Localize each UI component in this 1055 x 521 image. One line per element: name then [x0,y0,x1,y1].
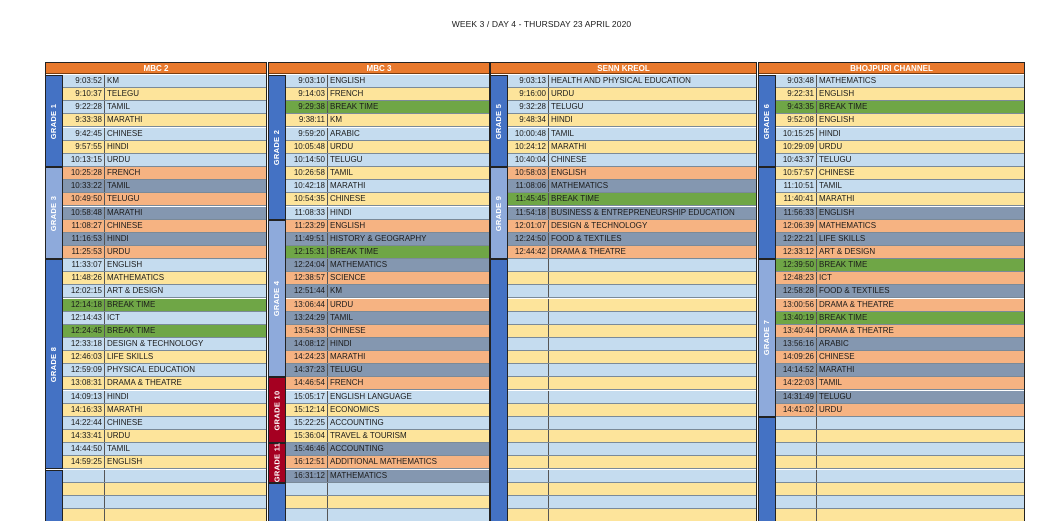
page-title: WEEK 3 / DAY 4 - THURSDAY 23 APRIL 2020 [451,19,632,29]
time-cell: 10:58:48 [63,207,105,219]
subject-cell: URDU [551,89,575,99]
subject-cell: SCIENCE [330,273,366,283]
subject-cell: TAMIL [819,378,842,388]
subject-cell: TELUGU [551,102,584,112]
time-cell: 10:26:58 [286,167,328,179]
time-cell: 9:42:45 [63,128,105,140]
grade-label-text: GRADE 8 [49,346,59,383]
subject-cell: FRENCH [330,378,364,388]
time-cell: 9:29:38 [286,101,328,113]
time-cell: 12:38:57 [286,272,328,284]
time-cell: 14:22:03 [776,377,817,389]
time-cell: 12:22:21 [776,233,817,245]
time-cell: 10:00:48 [508,128,549,140]
time-cell: 11:48:26 [63,272,105,284]
time-cell: 12:48:23 [776,272,817,284]
subject-cell: HINDI [330,207,352,217]
subject-cell: TELUGU [330,365,363,375]
time-cell: 9:57:55 [63,141,105,153]
subject-cell: HISTORY & GEOGRAPHY [330,233,427,243]
subject-cell: MARATHI [330,181,366,191]
time-cell: 14:41:02 [776,404,817,416]
time-cell: 10:05:48 [286,141,328,153]
subject-cell: MARATHI [819,365,855,375]
subject-cell: MATHEMATICS [819,76,877,85]
subject-cell: ARABIC [819,339,849,348]
time-cell: 11:25:53 [63,246,105,258]
subject-cell: HINDI [330,339,352,348]
grade-label-text: GRADE 3 [49,195,59,231]
subject-cell: ENGLISH LANGUAGE [330,391,412,401]
subject-cell: DRAMA & THEATRE [551,246,626,256]
time-cell: 10:14:50 [286,154,328,166]
time-cell: 11:56:33 [776,207,817,219]
subject-cell: ENGLISH [819,207,855,217]
subject-cell: BREAK TIME [819,312,868,322]
time-cell: 13:54:33 [286,325,328,337]
time-cell: 10:40:04 [508,154,549,166]
subject-cell: ENGLISH [330,220,366,230]
time-cell: 10:13:15 [63,154,105,166]
time-cell: 11:23:29 [286,220,328,232]
time-cell: 10:57:57 [776,167,817,179]
subject-cell: MARATHI [107,404,143,414]
time-cell: 15:12:14 [286,404,328,416]
grade-label-text: GRADE 4 [272,280,282,317]
time-cell: 9:22:31 [776,88,817,100]
subject-cell: TAMIL [107,181,130,191]
time-cell: 12:33:18 [63,338,105,350]
subject-cell: CHINESE [819,168,855,178]
subject-cell: URDU [107,154,131,164]
channel-column-border [45,62,267,521]
time-cell: 10:43:37 [776,154,817,166]
subject-cell: KM [330,286,342,296]
subject-cell: BREAK TIME [819,102,868,112]
subject-cell: URDU [107,246,131,256]
subject-cell: MATHEMATICS [819,220,877,230]
time-cell: 12:46:03 [63,351,105,363]
time-cell: 13:56:16 [776,338,817,350]
time-cell: 14:09:26 [776,351,817,363]
subject-cell: ENGLISH [819,89,855,99]
time-cell: 12:15:31 [286,246,328,258]
time-cell: 12:14:18 [63,299,105,311]
subject-cell: LIFE SKILLS [819,233,866,243]
time-cell: 10:58:03 [508,167,549,179]
grade-label-text: GRADE 6 [762,103,772,139]
subject-cell: MARATHI [107,115,143,125]
time-cell: 14:33:41 [63,430,105,442]
time-cell: 12:24:50 [508,233,549,245]
subject-cell: FRENCH [330,89,364,99]
subject-cell: MARATHI [107,207,143,217]
subject-cell: BREAK TIME [551,194,600,204]
subject-cell: ICT [819,273,832,283]
time-cell: 9:32:28 [508,101,549,113]
time-cell: 14:31:49 [776,391,817,403]
time-cell: 12:24:04 [286,259,328,271]
subject-cell: ART & DESIGN [819,246,876,256]
subject-cell: CHINESE [107,128,143,138]
time-cell: 13:40:44 [776,325,817,337]
subject-cell: ICT [107,312,120,322]
time-cell: 12:44:42 [508,246,549,258]
subject-cell: HINDI [107,391,129,401]
time-cell: 9:52:08 [776,114,817,126]
subject-cell: CHINESE [330,325,366,335]
subject-cell: ECONOMICS [330,404,380,414]
time-cell: 16:12:51 [286,456,328,468]
time-cell: 12:24:45 [63,325,105,337]
time-cell: 14:24:23 [286,351,328,363]
time-cell: 14:14:52 [776,364,817,376]
channel-column-border [758,62,1025,521]
subject-cell: MATHEMATICS [330,470,388,480]
time-cell: 9:03:10 [286,75,328,87]
subject-cell: KM [107,76,119,85]
subject-cell: TAMIL [330,168,353,178]
subject-cell: ACCOUNTING [330,417,384,427]
time-cell: 12:59:09 [63,364,105,376]
subject-cell: HINDI [107,141,129,151]
channel-header: BHOJPURI CHANNEL [758,62,1025,74]
time-cell: 11:45:45 [508,193,549,205]
subject-cell: MATHEMATICS [107,273,165,283]
channel-header: MBC 2 [45,62,267,74]
time-cell: 10:29:09 [776,141,817,153]
time-cell: 9:10:37 [63,88,105,100]
time-cell: 9:59:20 [286,128,328,140]
subject-cell: TELEGU [107,89,140,99]
subject-cell: TAMIL [107,102,130,112]
subject-cell: HINDI [819,128,841,138]
time-cell: 14:16:33 [63,404,105,416]
subject-cell: ENGLISH [107,260,143,270]
subject-cell: URDU [330,141,354,151]
time-cell: 12:33:12 [776,246,817,258]
subject-cell: MATHEMATICS [330,260,388,270]
subject-cell: DESIGN & TECHNOLOGY [107,339,204,348]
time-cell: 13:00:56 [776,299,817,311]
grade-label-text: GRADE 7 [762,320,772,356]
subject-cell: MATHEMATICS [551,181,609,191]
time-cell: 11:40:41 [776,193,817,205]
time-cell: 14:37:23 [286,364,328,376]
time-cell: 12:06:39 [776,220,817,232]
time-cell: 11:54:18 [508,207,549,219]
subject-cell: MARATHI [819,194,855,204]
subject-cell: MARATHI [330,352,366,362]
subject-cell: BREAK TIME [819,260,868,270]
time-cell: 12:39:50 [776,259,817,271]
time-cell: 10:33:22 [63,180,105,192]
time-cell: 12:51:44 [286,285,328,297]
time-cell: 10:15:25 [776,128,817,140]
grade-label-text: GRADE 11 [272,443,282,483]
time-cell: 11:10:51 [776,180,817,192]
subject-cell: TAMIL [107,444,130,454]
subject-cell: CHINESE [107,220,143,230]
time-cell: 12:02:15 [63,285,105,297]
subject-cell: CHINESE [107,417,143,427]
time-cell: 9:43:35 [776,101,817,113]
subject-cell: URDU [819,141,843,151]
subject-cell: FOOD & TEXTILES [551,233,622,243]
subject-cell: TAMIL [330,312,353,322]
time-cell: 13:40:19 [776,312,817,324]
grade-label-text: GRADE 5 [494,103,504,139]
time-cell: 11:08:27 [63,220,105,232]
subject-cell: ADDITIONAL MATHEMATICS [330,457,437,467]
subject-cell: ACCOUNTING [330,444,384,454]
subject-cell: CHINESE [551,154,587,164]
time-cell: 11:16:53 [63,233,105,245]
subject-cell: HINDI [107,233,129,243]
time-cell: 10:49:50 [63,193,105,205]
subject-cell: LIFE SKILLS [107,352,154,362]
time-cell: 15:36:04 [286,430,328,442]
subject-cell: TELUGU [819,154,852,164]
time-cell: 12:14:43 [63,312,105,324]
time-cell: 9:22:28 [63,101,105,113]
subject-cell: DESIGN & TECHNOLOGY [551,220,648,230]
grade-label-text: GRADE 10 [272,390,282,431]
subject-cell: ENGLISH [819,115,855,125]
time-cell: 10:24:12 [508,141,549,153]
subject-cell: TAMIL [819,181,842,191]
subject-cell: HEALTH AND PHYSICAL EDUCATION [551,76,691,85]
subject-cell: PHYSICAL EDUCATION [107,365,196,375]
time-cell: 9:48:34 [508,114,549,126]
time-cell: 9:16:00 [508,88,549,100]
subject-cell: TELUGU [107,194,140,204]
subject-cell: ART & DESIGN [107,286,164,296]
time-cell: 11:08:33 [286,207,328,219]
subject-cell: BREAK TIME [107,325,156,335]
time-cell: 13:24:29 [286,312,328,324]
time-cell: 14:44:50 [63,443,105,455]
subject-cell: FRENCH [107,168,141,178]
subject-cell: DRAMA & THEATRE [819,325,894,335]
subject-cell: DRAMA & THEATRE [819,299,894,309]
time-cell: 10:42:18 [286,180,328,192]
time-cell: 14:59:25 [63,456,105,468]
channel-header: MBC 3 [268,62,490,74]
subject-cell: FOOD & TEXTILES [819,286,890,296]
time-cell: 14:08:12 [286,338,328,350]
time-cell: 13:08:31 [63,377,105,389]
subject-cell: ENGLISH [551,168,587,178]
subject-cell: TRAVEL & TOURISM [330,431,407,441]
subject-cell: BREAK TIME [107,299,156,309]
grade-label-text: GRADE 1 [49,103,59,139]
subject-cell: ENGLISH [107,457,143,467]
subject-cell: ENGLISH [330,76,366,85]
time-cell: 10:25:28 [63,167,105,179]
subject-cell: DRAMA & THEATRE [107,378,182,388]
subject-cell: BREAK TIME [330,246,379,256]
subject-cell: TELUGU [819,391,852,401]
time-cell: 10:54:35 [286,193,328,205]
time-cell: 11:33:07 [63,259,105,271]
time-cell: 9:03:48 [776,75,817,87]
subject-cell: BREAK TIME [330,102,379,112]
time-cell: 9:38:11 [286,114,328,126]
subject-cell: MARATHI [551,141,587,151]
subject-cell: ARABIC [330,128,360,138]
time-cell: 11:08:06 [508,180,549,192]
subject-cell: URDU [819,404,843,414]
grade-label-text: GRADE 2 [272,129,282,166]
subject-cell: CHINESE [819,352,855,362]
time-cell: 9:14:03 [286,88,328,100]
grade-label-text: GRADE 9 [494,195,504,231]
time-cell: 15:22:25 [286,417,328,429]
time-cell: 9:33:38 [63,114,105,126]
time-cell: 14:22:44 [63,417,105,429]
time-cell: 15:05:17 [286,391,328,403]
subject-cell: URDU [330,299,354,309]
subject-cell: HINDI [551,115,573,125]
subject-cell: BUSINESS & ENTREPRENEURSHIP EDUCATION [551,207,735,217]
channel-column-border [490,62,757,521]
time-cell: 9:03:52 [63,75,105,87]
time-cell: 12:58:28 [776,285,817,297]
time-cell: 16:31:12 [286,470,328,482]
channel-header: SENN KREOL [490,62,757,74]
time-cell: 13:06:44 [286,299,328,311]
subject-cell: CHINESE [330,194,366,204]
subject-cell: TAMIL [551,128,574,138]
time-cell: 15:46:46 [286,443,328,455]
time-cell: 9:03:13 [508,75,549,87]
time-cell: 12:01:07 [508,220,549,232]
subject-cell: TELUGU [330,154,363,164]
subject-cell: URDU [107,431,131,441]
subject-cell: KM [330,115,342,125]
time-cell: 11:49:51 [286,233,328,245]
time-cell: 14:46:54 [286,377,328,389]
channel-column-border [268,62,490,521]
time-cell: 14:09:13 [63,391,105,403]
